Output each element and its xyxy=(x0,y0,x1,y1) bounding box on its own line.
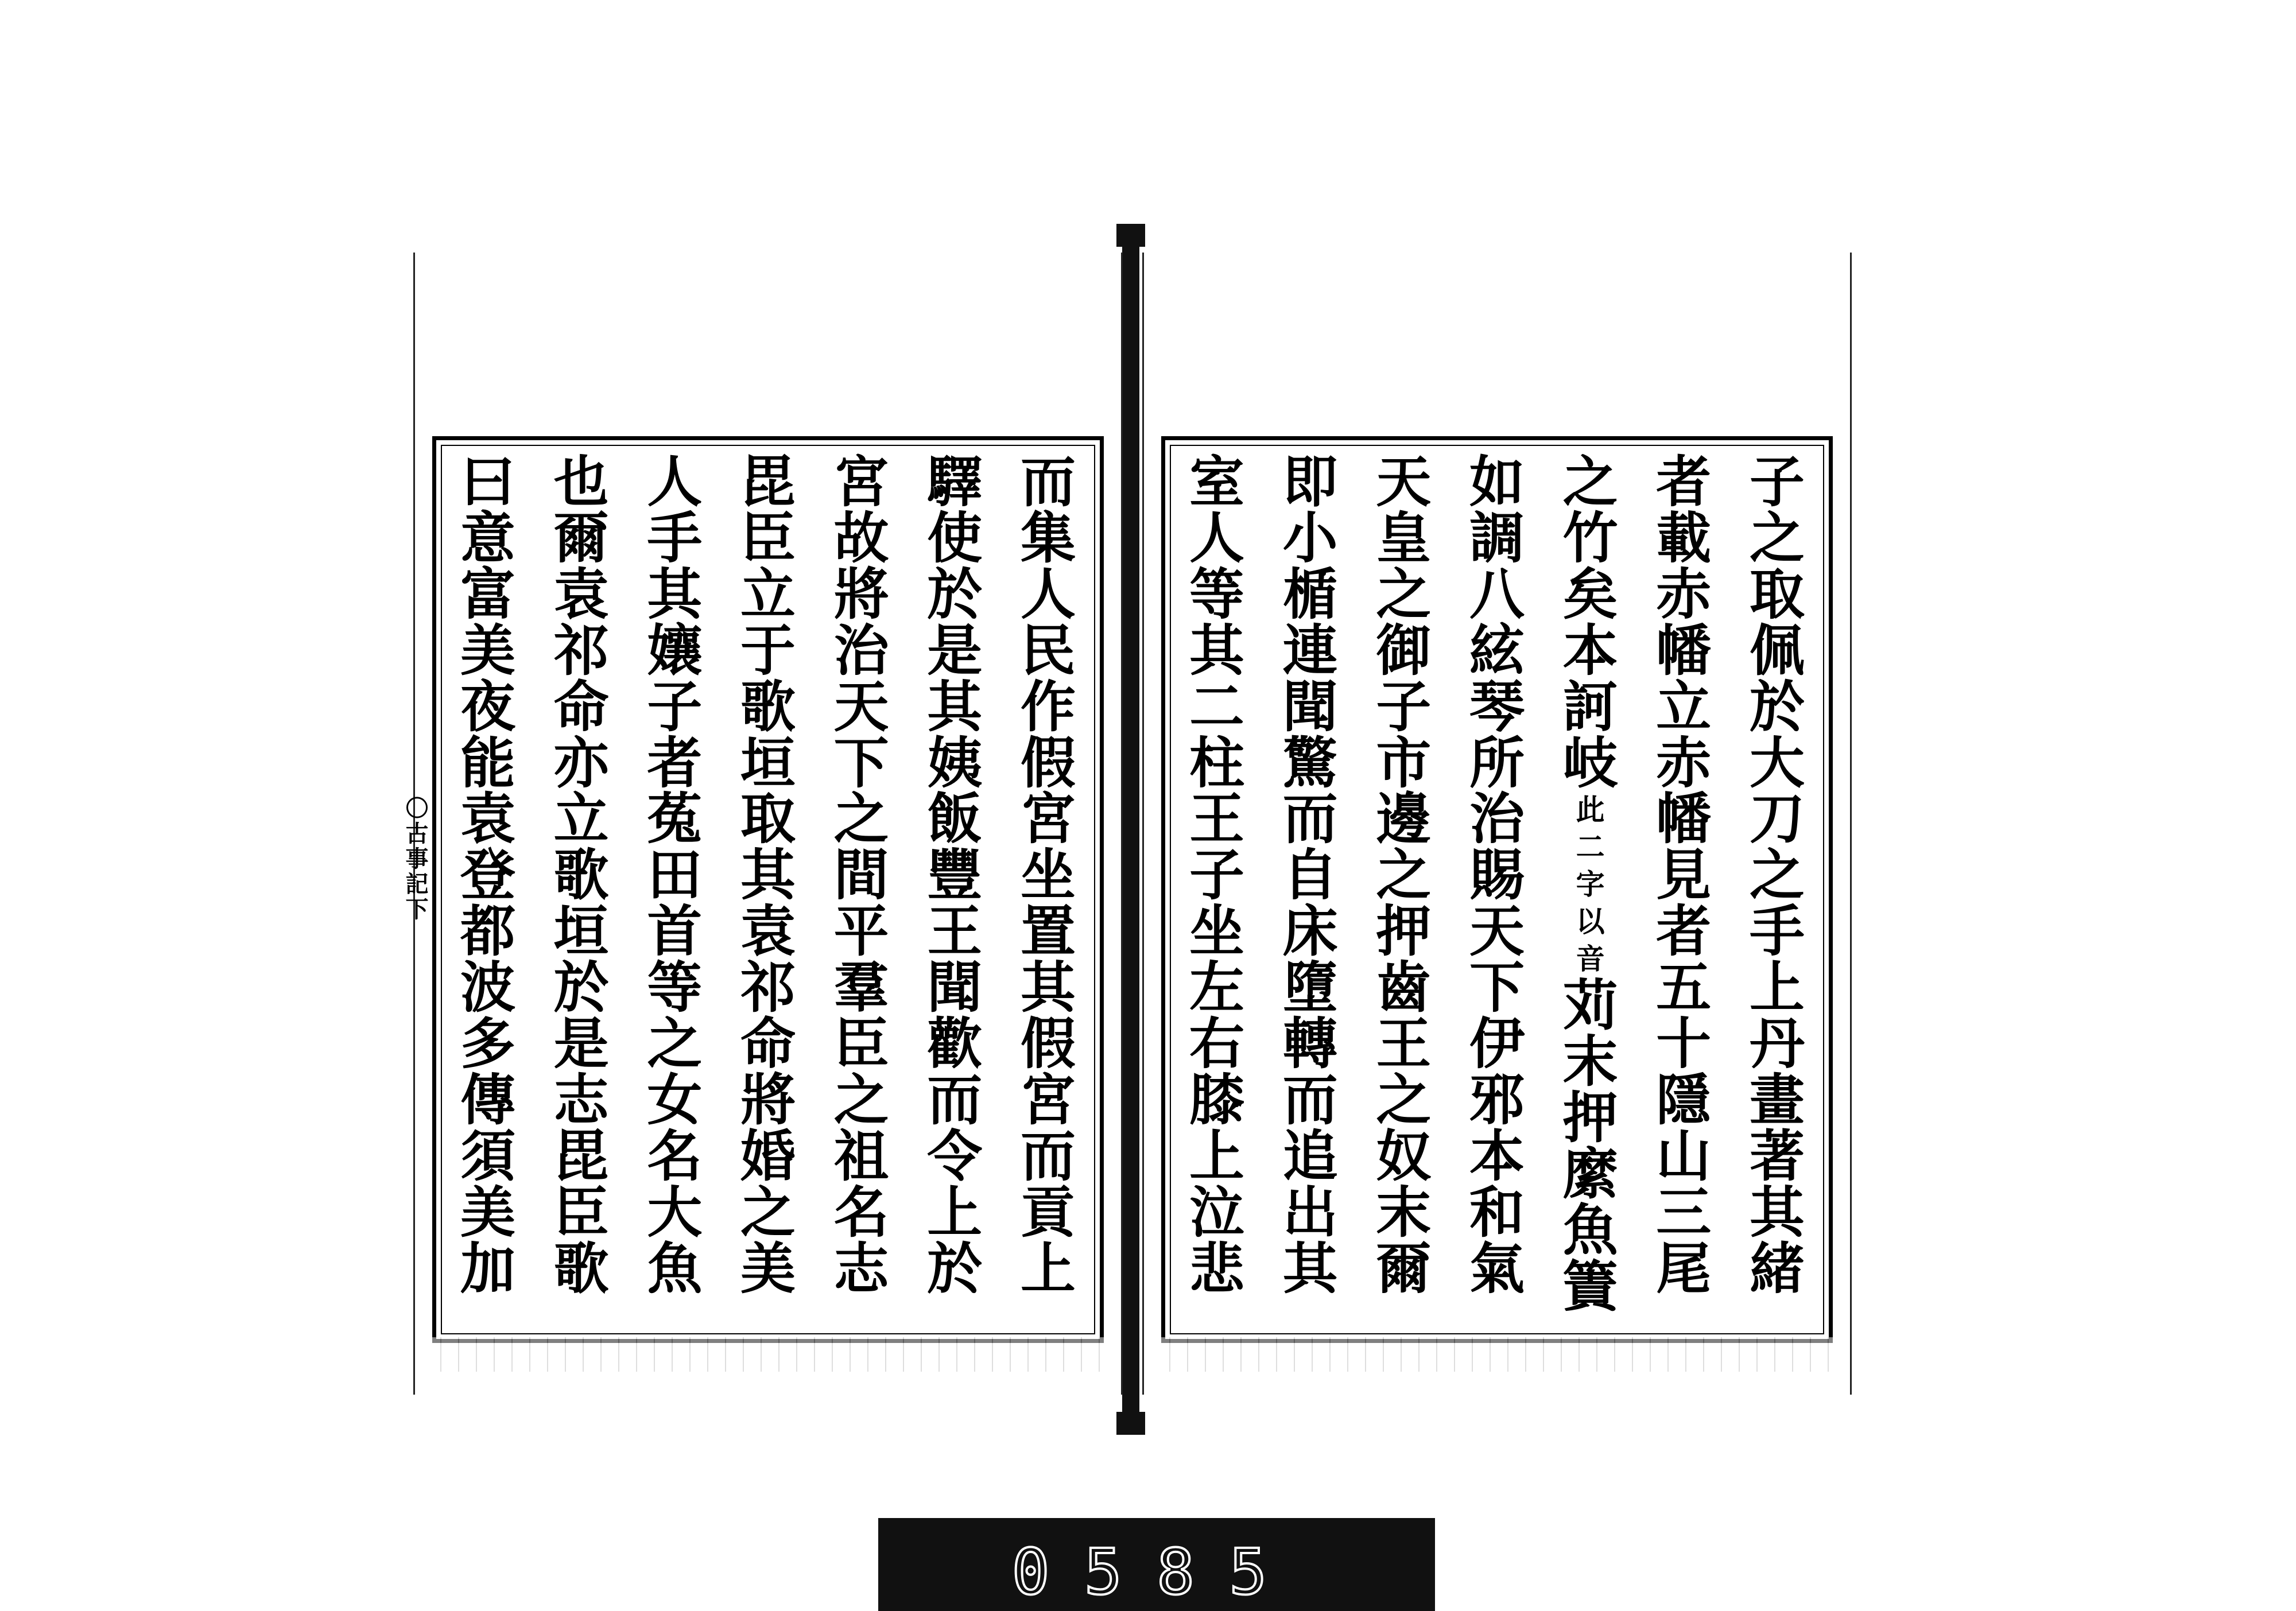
left-page-text-frame xyxy=(402,436,1104,1343)
character: 悲 xyxy=(1189,1236,1244,1301)
character: 手 xyxy=(647,505,703,570)
text-column xyxy=(1555,449,1626,1325)
character: 其 xyxy=(1749,1179,1805,1245)
character: 齒 xyxy=(1376,955,1432,1020)
note-character: 音 xyxy=(1576,942,1605,976)
character: 山 xyxy=(1656,1123,1712,1189)
text-column xyxy=(1368,449,1439,1325)
open-book xyxy=(402,224,1860,1435)
character: 御 xyxy=(1376,618,1432,683)
character: 竹 xyxy=(1562,505,1618,570)
character: 假 xyxy=(1020,1011,1076,1077)
text-column xyxy=(919,449,990,1325)
character: 使 xyxy=(927,505,983,570)
character: 小 xyxy=(1282,505,1338,570)
character: 連 xyxy=(1282,618,1338,683)
character: 市 xyxy=(1376,730,1432,795)
character: 羣 xyxy=(833,955,889,1020)
character: 名 xyxy=(647,1123,703,1189)
character: 夜 xyxy=(460,674,515,739)
character: 邊 xyxy=(1376,786,1432,852)
right-page xyxy=(1142,253,1852,1395)
character: 赤 xyxy=(1656,730,1712,795)
character: 畫 xyxy=(1749,1067,1805,1132)
note-character: 二 xyxy=(1576,830,1605,864)
character: 王 xyxy=(927,899,983,964)
character: 天 xyxy=(1376,449,1432,514)
character: 出 xyxy=(1282,1179,1338,1245)
character: 祁 xyxy=(553,618,609,683)
book-spine xyxy=(1122,224,1139,1435)
character: 其 xyxy=(1282,1236,1338,1301)
character: 押 xyxy=(1376,899,1432,964)
character: 上 xyxy=(927,1179,983,1245)
character: 作 xyxy=(1020,674,1076,739)
character: 王 xyxy=(1376,1011,1432,1077)
character: 者 xyxy=(1656,899,1712,964)
character: 意 xyxy=(460,505,515,570)
character: 下 xyxy=(1469,955,1525,1020)
character: 令 xyxy=(927,1123,983,1189)
interlinear-note xyxy=(1559,791,1622,977)
character: 田 xyxy=(647,843,703,908)
character: 貢 xyxy=(1020,1179,1076,1245)
character: 飯 xyxy=(927,786,983,852)
character: 尾 xyxy=(1656,1236,1712,1301)
character: 多 xyxy=(460,1011,515,1077)
character: 民 xyxy=(1020,618,1076,683)
character: 佩 xyxy=(1749,618,1805,683)
character: 縻 xyxy=(1562,1142,1618,1207)
character: 楯 xyxy=(1282,561,1338,627)
character: 見 xyxy=(1656,843,1712,908)
character: 膝 xyxy=(1189,1067,1244,1132)
character: 而 xyxy=(927,1067,983,1132)
character: 名 xyxy=(833,1179,889,1245)
character: 爾 xyxy=(553,505,609,570)
character: 上 xyxy=(1189,1123,1244,1189)
text-column xyxy=(1461,449,1533,1325)
character: 臣 xyxy=(740,505,796,570)
character: 緒 xyxy=(1749,1236,1805,1301)
character: 之 xyxy=(740,1179,796,1245)
character: 須 xyxy=(460,1123,515,1189)
spine-cap-bottom xyxy=(1116,1412,1145,1435)
character: 治 xyxy=(1469,786,1525,852)
left-page-top-margin xyxy=(415,253,1121,430)
character: 曰 xyxy=(460,449,515,514)
character: 治 xyxy=(833,618,889,683)
character: 其 xyxy=(740,843,796,908)
character: 人 xyxy=(1020,561,1076,627)
character: 右 xyxy=(1189,1011,1244,1077)
character: 之 xyxy=(1376,561,1432,627)
character: 聞 xyxy=(1282,674,1338,739)
character: 波 xyxy=(460,955,515,1020)
character: 載 xyxy=(1656,505,1712,570)
character: 登 xyxy=(460,843,515,908)
character: 也 xyxy=(553,449,609,514)
character: 王 xyxy=(1189,786,1244,852)
character: 如 xyxy=(1469,449,1525,514)
character: 於 xyxy=(927,1236,983,1301)
character: 大 xyxy=(647,1179,703,1245)
text-column xyxy=(1013,449,1084,1325)
character: 爾 xyxy=(1376,1236,1432,1301)
paper-texture xyxy=(1161,1337,1833,1372)
character: 赤 xyxy=(1656,561,1712,627)
character: 命 xyxy=(740,1011,796,1077)
character: 坐 xyxy=(1020,843,1076,908)
character: 末 xyxy=(1562,1029,1618,1094)
character: 取 xyxy=(740,786,796,852)
character: 置 xyxy=(1020,899,1076,964)
character: 毘 xyxy=(553,1123,609,1189)
character: 之 xyxy=(1376,843,1432,908)
character: 宮 xyxy=(1020,1067,1076,1132)
character: 琴 xyxy=(1469,674,1525,739)
running-head: 〇古事記下 xyxy=(402,796,429,922)
character: 等 xyxy=(1189,561,1244,627)
character: 將 xyxy=(740,1067,796,1132)
character: 能 xyxy=(460,730,515,795)
character: 而 xyxy=(1282,1067,1338,1132)
character: 所 xyxy=(1469,730,1525,795)
character: 其 xyxy=(647,561,703,627)
character: 苅 xyxy=(1562,973,1618,1038)
character: 和 xyxy=(1469,1179,1525,1245)
character: 加 xyxy=(460,1236,515,1301)
character: 驚 xyxy=(1282,730,1338,795)
character: 調 xyxy=(1469,505,1525,570)
character: 邪 xyxy=(1469,1067,1525,1132)
character: 首 xyxy=(647,899,703,964)
character: 祖 xyxy=(833,1123,889,1189)
paper-texture xyxy=(432,1337,1104,1372)
character: 而 xyxy=(1020,1123,1076,1189)
character: 孃 xyxy=(647,618,703,683)
character: 立 xyxy=(740,561,796,627)
character: 柱 xyxy=(1189,730,1244,795)
text-column xyxy=(1648,449,1719,1325)
character: 袁 xyxy=(740,899,796,964)
character: 臣 xyxy=(553,1179,609,1245)
character: 袁 xyxy=(460,786,515,852)
character: 刀 xyxy=(1749,786,1805,852)
character: 於 xyxy=(1749,674,1805,739)
character: 等 xyxy=(647,955,703,1020)
character: 者 xyxy=(1656,449,1712,514)
character: 將 xyxy=(833,561,889,627)
character: 五 xyxy=(1656,955,1712,1020)
character: 之 xyxy=(1749,505,1805,570)
character: 於 xyxy=(927,561,983,627)
character: 之 xyxy=(833,1067,889,1132)
character: 三 xyxy=(1656,1179,1712,1245)
character: 婚 xyxy=(740,1123,796,1189)
text-column xyxy=(452,449,523,1325)
character: 集 xyxy=(1020,505,1076,570)
character: 轉 xyxy=(1282,1011,1338,1077)
character: 女 xyxy=(647,1067,703,1132)
character: 臣 xyxy=(833,1011,889,1077)
character: 上 xyxy=(1020,1236,1076,1301)
character: 子 xyxy=(1749,449,1805,514)
character: 著 xyxy=(1749,1123,1805,1189)
character: 人 xyxy=(1189,505,1244,570)
character: 之 xyxy=(1562,449,1618,514)
character: 之 xyxy=(647,1011,703,1077)
character: 命 xyxy=(553,674,609,739)
folio-label xyxy=(878,1518,1435,1611)
character: 志 xyxy=(553,1067,609,1132)
character: 聞 xyxy=(927,955,983,1020)
text-column xyxy=(546,449,617,1325)
character: 者 xyxy=(647,730,703,795)
character: 之 xyxy=(1749,843,1805,908)
character: 其 xyxy=(1020,955,1076,1020)
character: 子 xyxy=(1189,843,1244,908)
text-column xyxy=(1181,449,1252,1325)
character: 訶 xyxy=(1562,674,1618,739)
character: 歌 xyxy=(553,1236,609,1301)
character: 宮 xyxy=(1020,786,1076,852)
character: 立 xyxy=(553,786,609,852)
note-character: 此 xyxy=(1576,793,1605,827)
character: 祁 xyxy=(740,955,796,1020)
character: 簀 xyxy=(1562,1253,1618,1319)
text-column xyxy=(1275,449,1346,1325)
character: 志 xyxy=(833,1236,889,1301)
character: 泣 xyxy=(1189,1179,1244,1245)
character: 魚 xyxy=(647,1236,703,1301)
character: 子 xyxy=(647,674,703,739)
character: 自 xyxy=(1282,843,1338,908)
character: 室 xyxy=(1189,449,1244,514)
note-character: 字 xyxy=(1576,867,1605,902)
character: 天 xyxy=(833,674,889,739)
character: 本 xyxy=(1469,1123,1525,1189)
character: 袁 xyxy=(553,561,609,627)
character: 傳 xyxy=(460,1067,515,1132)
note-character: 以 xyxy=(1576,905,1605,939)
left-page xyxy=(402,253,1123,1395)
character: 八 xyxy=(1469,561,1525,627)
character: 魚 xyxy=(1562,1198,1618,1263)
character: 岐 xyxy=(1562,730,1618,795)
character: 丹 xyxy=(1749,1011,1805,1077)
character: 亦 xyxy=(553,730,609,795)
character: 墮 xyxy=(1282,955,1338,1020)
right-page-columns xyxy=(1181,449,1813,1325)
character: 氣 xyxy=(1469,1236,1525,1301)
character: 賜 xyxy=(1469,843,1525,908)
character: 驛 xyxy=(927,449,983,514)
character: 之 xyxy=(833,786,889,852)
character: 歡 xyxy=(927,1011,983,1077)
character: 其 xyxy=(927,674,983,739)
character: 美 xyxy=(460,618,515,683)
character: 是 xyxy=(553,1011,609,1077)
character: 本 xyxy=(1562,618,1618,683)
character: 宮 xyxy=(833,449,889,514)
text-column xyxy=(732,449,804,1325)
character: 間 xyxy=(833,843,889,908)
character: 而 xyxy=(1282,786,1338,852)
character: 皇 xyxy=(1376,505,1432,570)
character: 於 xyxy=(553,955,609,1020)
character: 歌 xyxy=(740,674,796,739)
character: 幡 xyxy=(1656,618,1712,683)
character: 末 xyxy=(1376,1179,1432,1245)
character: 人 xyxy=(647,449,703,514)
character: 左 xyxy=(1189,955,1244,1020)
character: 隱 xyxy=(1656,1067,1712,1132)
character: 押 xyxy=(1562,1085,1618,1151)
character: 假 xyxy=(1020,730,1076,795)
character: 下 xyxy=(833,730,889,795)
character: 豐 xyxy=(927,843,983,908)
character: 其 xyxy=(1189,618,1244,683)
character: 美 xyxy=(460,1179,515,1245)
character: 絃 xyxy=(1469,618,1525,683)
character: 平 xyxy=(833,899,889,964)
character: 伊 xyxy=(1469,1011,1525,1077)
character: 上 xyxy=(1749,955,1805,1020)
character: 而 xyxy=(1020,449,1076,514)
character: 毘 xyxy=(740,449,796,514)
character: 即 xyxy=(1282,449,1338,514)
character: 二 xyxy=(1189,674,1244,739)
character: 歌 xyxy=(553,843,609,908)
character: 垣 xyxy=(740,730,796,795)
character: 菟 xyxy=(647,786,703,852)
right-page-top-margin xyxy=(1144,253,1850,430)
character: 坐 xyxy=(1189,899,1244,964)
character: 追 xyxy=(1282,1123,1338,1189)
text-column xyxy=(639,449,710,1325)
character: 幡 xyxy=(1656,786,1712,852)
character: 大 xyxy=(1749,730,1805,795)
character: 故 xyxy=(833,505,889,570)
character: 是 xyxy=(927,618,983,683)
character: 矣 xyxy=(1562,561,1618,627)
text-column xyxy=(1742,449,1813,1325)
character: 之 xyxy=(1376,1067,1432,1132)
character: 十 xyxy=(1656,1011,1712,1077)
character: 手 xyxy=(1749,899,1805,964)
character: 天 xyxy=(1469,899,1525,964)
text-column xyxy=(826,449,897,1325)
left-page-columns xyxy=(452,449,1084,1325)
character: 床 xyxy=(1282,899,1338,964)
folio-number: 0585 xyxy=(1011,1535,1302,1609)
character: 姨 xyxy=(927,730,983,795)
character: 取 xyxy=(1749,561,1805,627)
right-page-text-frame xyxy=(1161,436,1833,1343)
character: 子 xyxy=(1376,674,1432,739)
character: 于 xyxy=(740,618,796,683)
character: 垣 xyxy=(553,899,609,964)
character: 富 xyxy=(460,561,515,627)
character: 立 xyxy=(1656,674,1712,739)
character: 奴 xyxy=(1376,1123,1432,1189)
character: 美 xyxy=(740,1236,796,1301)
character: 都 xyxy=(460,899,515,964)
